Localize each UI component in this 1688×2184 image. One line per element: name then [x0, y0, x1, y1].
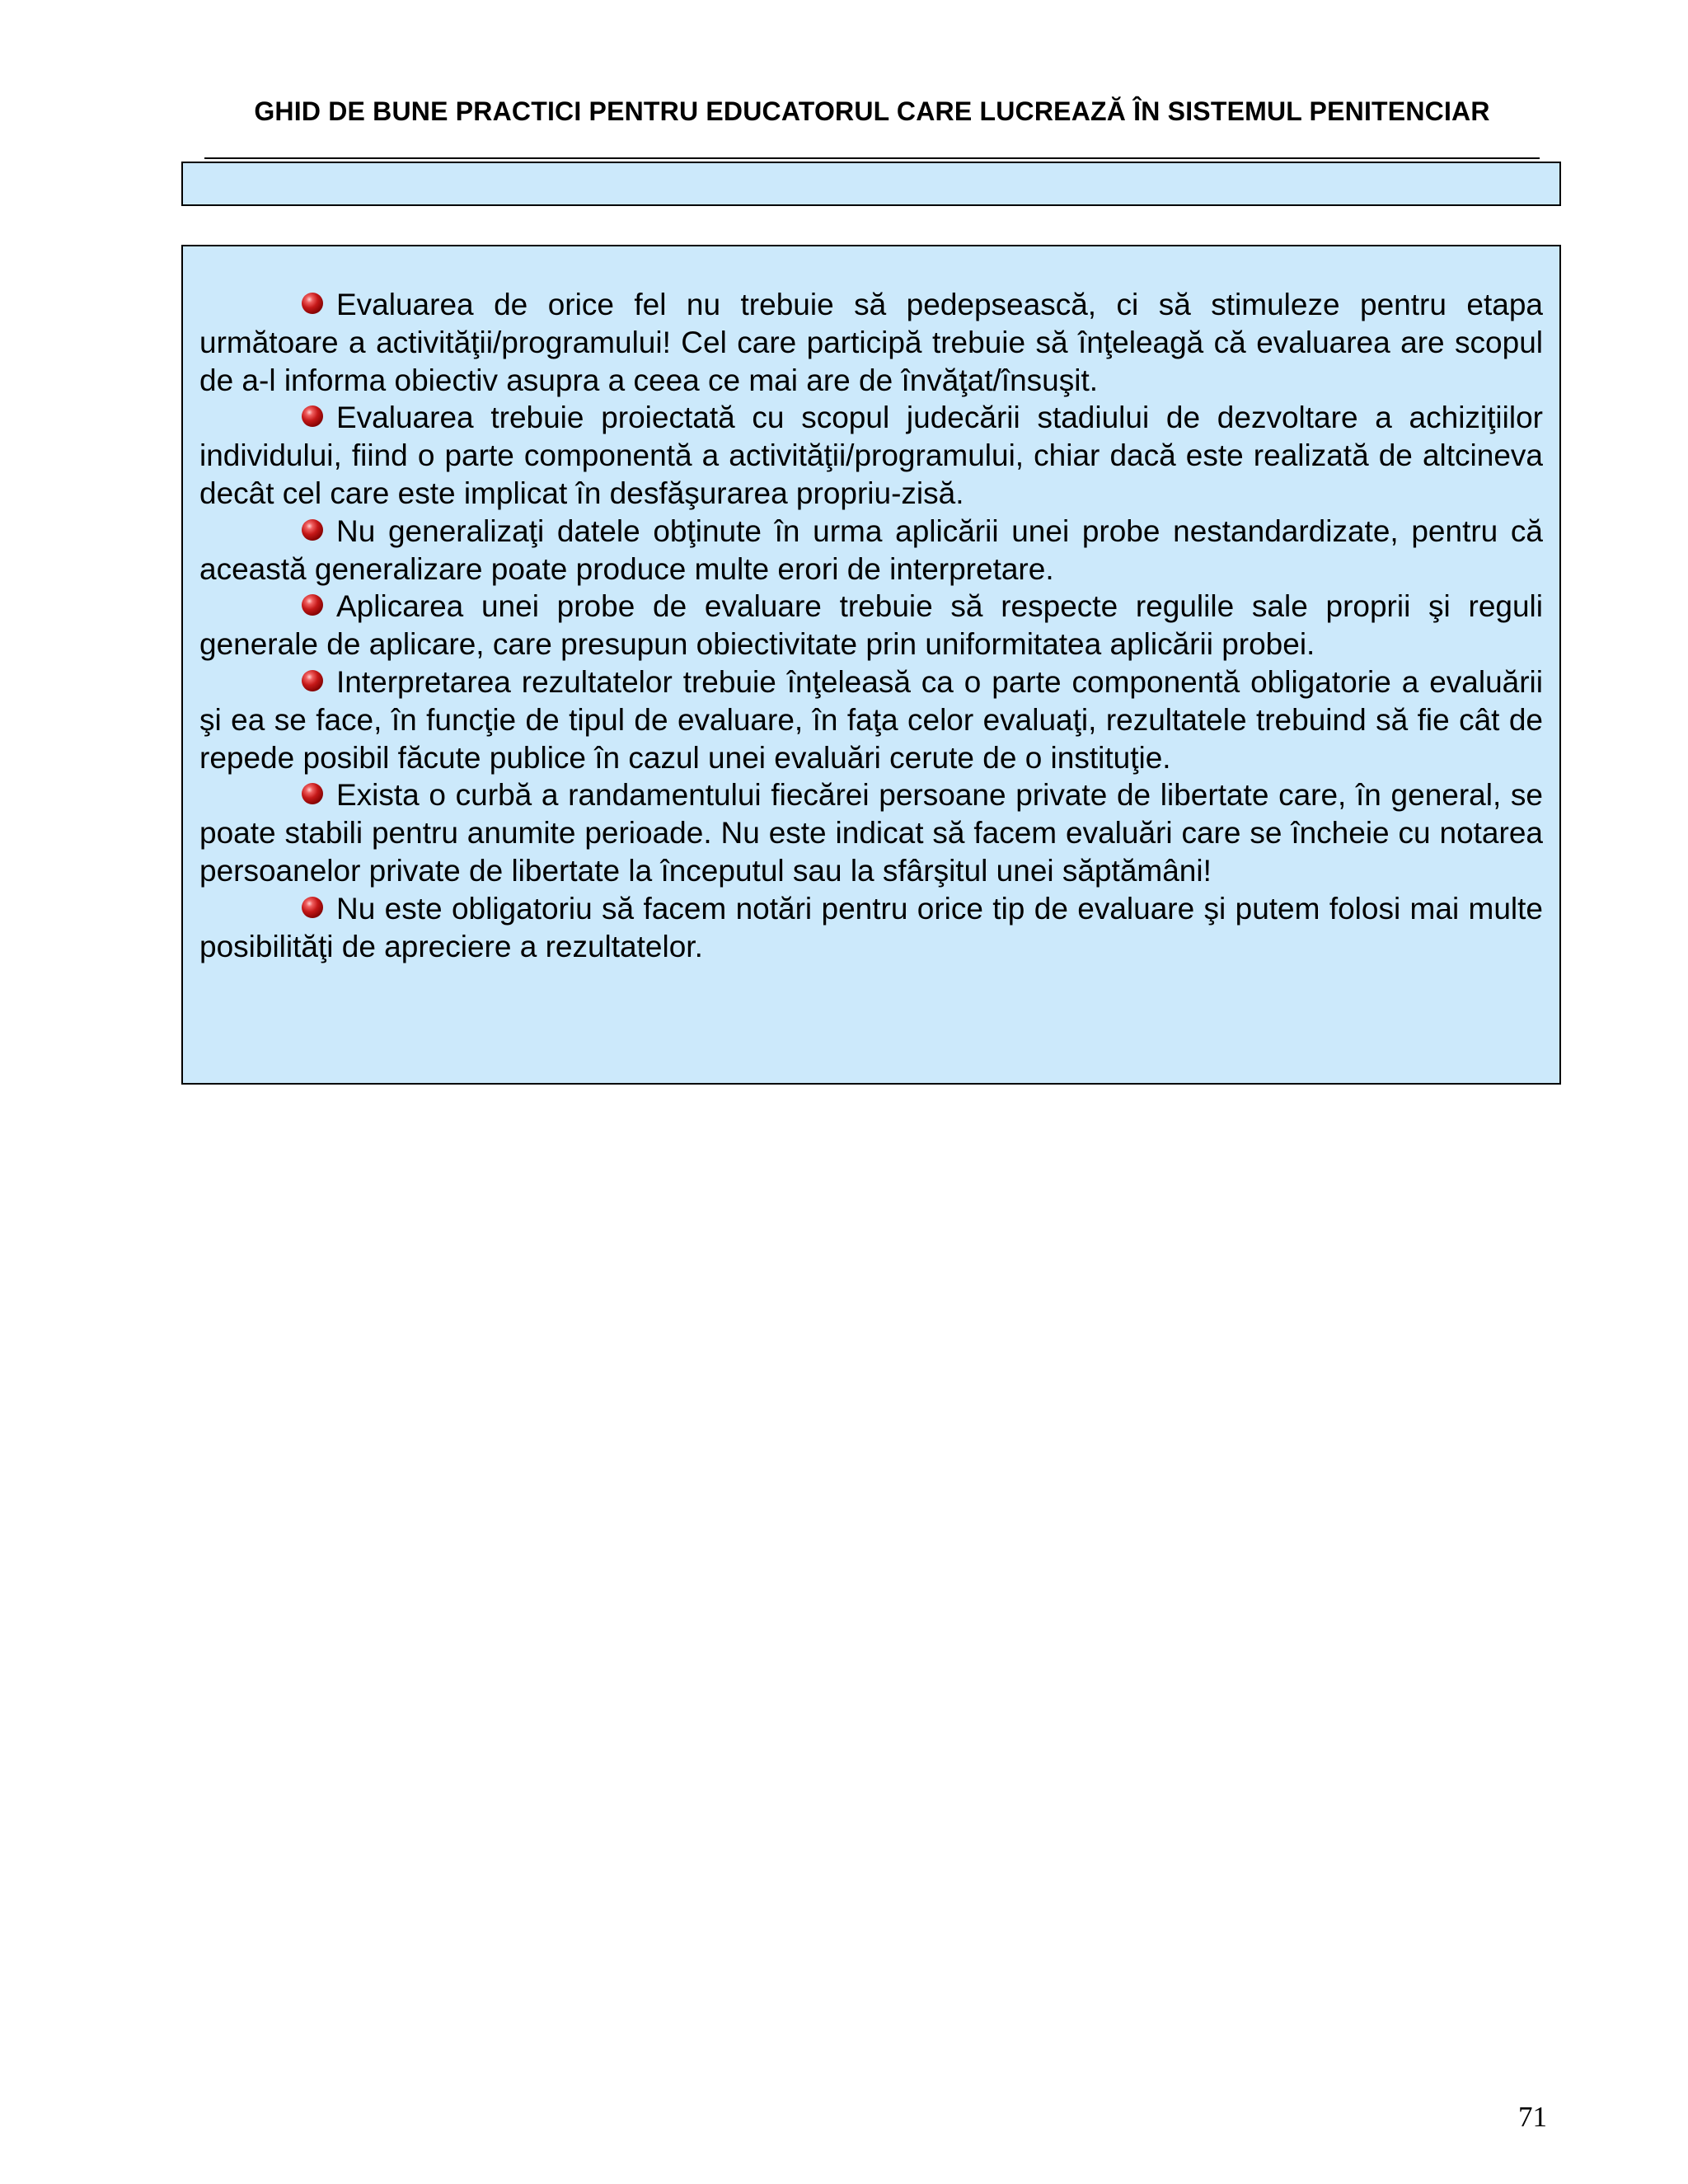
guideline-item	[199, 286, 1543, 399]
guideline-text: Evaluarea de orice fel nu trebuie să pedepsească, ci să stimuleze pentru etapa următoare a activităţii/programului! Cel care participă trebuie să înţeleagă că evaluarea are scopul de a-l informa obiectiv asupra a ceea ce mai are de învăţat/însuşit.	[199, 288, 1543, 397]
guidelines-box	[181, 245, 1561, 1085]
red-sphere-bullet-icon	[302, 783, 323, 804]
page-number: 71	[1518, 2101, 1547, 2133]
guideline-text: Nu generalizaţi datele obţinute în urma aplicării unei probe nestandardizate, pentru că această generalizare poate produce multe erori de interpretare.	[199, 513, 1543, 586]
red-sphere-bullet-icon	[302, 897, 323, 918]
red-sphere-bullet-icon	[302, 594, 323, 616]
red-sphere-bullet-icon	[302, 405, 323, 427]
header-divider	[204, 157, 1540, 159]
red-sphere-bullet-icon	[302, 519, 323, 541]
guideline-text: Exista o curbă a randamentului fiecărei persoane private de libertate care, în general, se poate stabili pentru anumite perioade. Nu este indicat să facem evaluări care se încheie cu notarea persoanelor private de libertate la începutul sau la sfârşitul unei săptămâni!	[199, 778, 1543, 888]
guideline-text: Evaluarea trebuie proiectată cu scopul judecării stadiului de dezvoltare a achiziţiilor individului, fiind o parte componentă a activităţii/programului, chiar dacă este realizată de altcineva decât cel care este implicat în desfăşurarea propriu-zisă.	[199, 401, 1543, 510]
guideline-item	[199, 588, 1543, 663]
guideline-text: Aplicarea unei probe de evaluare trebuie să respecte regulile sale proprii şi reguli generale de aplicare, care presupun obiectivitate prin uniformitatea aplicării probei.	[199, 589, 1543, 662]
guideline-item	[199, 776, 1543, 889]
guideline-item	[199, 890, 1543, 966]
page-header-title: GHID DE BUNE PRACTICI PENTRU EDUCATORUL CARE LUCREAZĂ ÎN SISTEMUL PENITENCIAR	[254, 96, 1490, 126]
guideline-text: Interpretarea rezultatelor trebuie înţeleasă ca o parte componentă obligatorie a evaluării şi ea se face, în funcţie de tipul de evaluare, în faţa celor evaluaţi, rezultatele trebuind să fie cât de repede posibil făcute publice în cazul unei evaluări cerute de o instituţie.	[199, 664, 1543, 775]
empty-shaded-box	[181, 162, 1561, 206]
guideline-item	[199, 513, 1543, 588]
red-sphere-bullet-icon	[302, 670, 323, 691]
red-sphere-bullet-icon	[302, 293, 323, 314]
guideline-item	[199, 399, 1543, 512]
guideline-text: Nu este obligatoriu să facem notări pentru orice tip de evaluare şi putem folosi mai multe posibilităţi de apreciere a rezultatelor.	[199, 891, 1543, 963]
guideline-item	[199, 663, 1543, 776]
